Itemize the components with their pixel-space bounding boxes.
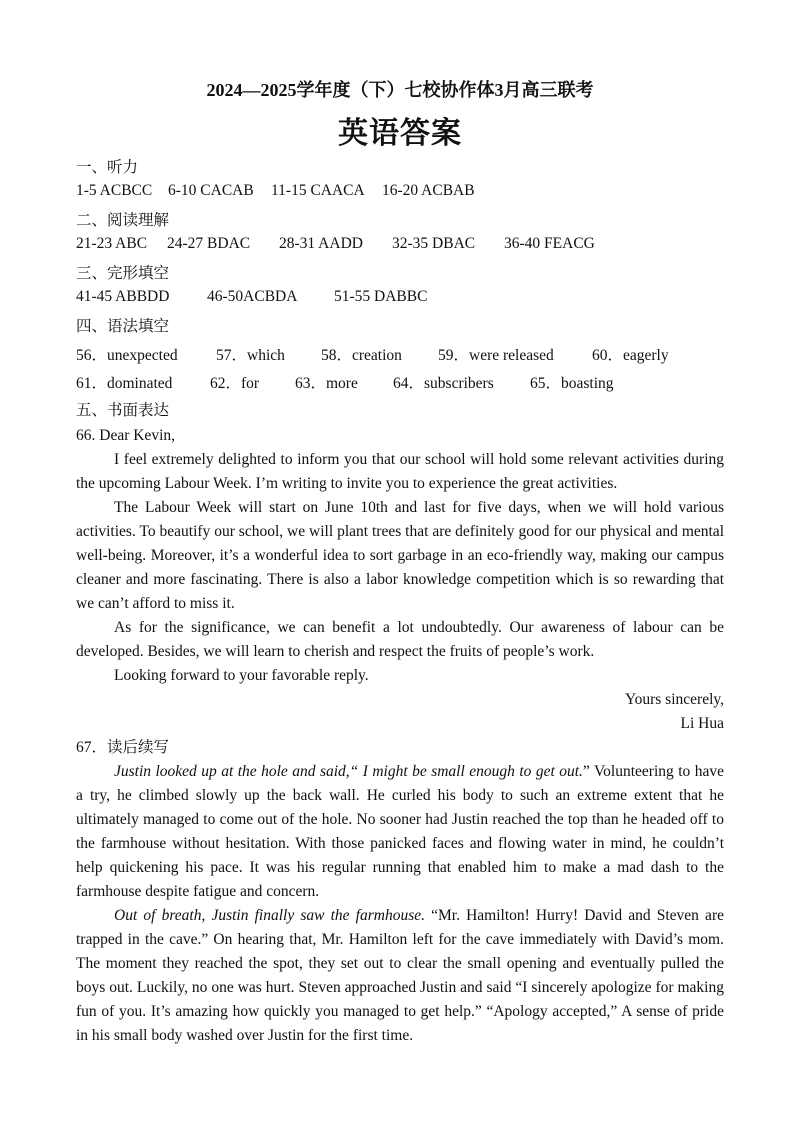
grammar-answer: 61．dominated	[76, 375, 173, 392]
answer-group: 28-31 AADD	[279, 235, 363, 252]
section-cloze-heading: 三、完形填空	[76, 265, 170, 282]
answer-group: 36-40 FEACG	[504, 235, 595, 252]
letter-paragraph: As for the significance, we can benefit a lot undoubtedly. Our awareness of labour can be developed. Besides, we will learn to cherish and respect the fruits of people’s work.	[76, 619, 724, 660]
answer-group: 1-5 ACBCC	[76, 182, 153, 199]
continuation-paragraph	[76, 904, 724, 1048]
letter-paragraph: Looking forward to your favorable reply.	[114, 667, 369, 684]
quote: “ I might be small enough to get out.	[349, 763, 583, 780]
section-writing-heading: 五、书面表达	[76, 402, 170, 419]
letter-signature: Li Hua	[680, 715, 724, 732]
answer-group: 21-23 ABC	[76, 235, 148, 252]
section-listening-heading: 一、听力	[76, 159, 139, 176]
answer-group: 24-27 BDAC	[167, 235, 251, 252]
continuation-paragraph	[76, 760, 724, 904]
grammar-answer: 58．creation	[321, 347, 402, 364]
answer-group: 51-55 DABBC	[334, 288, 428, 305]
given-opening-sentence: Justin looked up at the hole and said,	[114, 763, 350, 780]
answer-group: 6-10 CACAB	[168, 182, 254, 199]
continuation-heading: 67．读后续写	[76, 739, 170, 756]
answer-group: 46-50ACBDA	[207, 288, 298, 305]
paragraph-text: “Mr. Hamilton! Hurry! David and Steven are trapped in the cave.” On hearing that, Mr. Hamilton left for the cave immediately with David’s mom. The moment they reached the spot, they set out to clear the small opening and eventually pulled the boys out. Luckily, no one was hurt. Steven approached Justin and said “I sincerely apologize for making fun of you. It’s amazing how quickly you managed to get help.” “Apology accepted,” A sense of pride in his small body washed over Justin for the first time.	[76, 907, 724, 1044]
essay-body	[76, 424, 724, 1048]
letter-paragraph: I feel extremely delighted to inform you that our school will hold some relevant activities during the upcoming Labour Week. I’m writing to invite you to experience the great activities.	[76, 451, 724, 492]
grammar-answer: 59．were released	[438, 347, 554, 364]
section-reading-heading: 二、阅读理解	[76, 212, 170, 229]
paragraph-text: ” Volunteering to have a try, he climbed slowly up the back wall. He curled his body to such an extreme extent that he ultimately managed to come out of the hole. No sooner had Justin reached the top than he headed off to the farmhouse without hesitation. With those panicked faces and flowing water in mind, he couldn’t help quickening his pace. It was his regular running that enabled him to make a mad dash to the farmhouse despite fatigue and concern.	[76, 763, 724, 900]
grammar-answer: 57．which	[216, 347, 285, 364]
grammar-answer: 65．boasting	[530, 375, 614, 392]
letter-paragraph: The Labour Week will start on June 10th and last for five days, when we will hold various activities. To beautify our school, we will plant trees that are definitely good for our physical and mental well-being. Moreover, it’s a wonderful idea to sort garbage in an eco-friendly way, making our campus cleaner and more fascinating. There is also a labor knowledge competition which is so rewarding that we can’t afford to miss it.	[76, 499, 724, 612]
document-subtitle: 英语答案	[338, 117, 462, 150]
grammar-answer: 56．unexpected	[76, 347, 178, 364]
answer-group: 32-35 DBAC	[392, 235, 476, 252]
grammar-answer: 63．more	[295, 375, 358, 392]
answer-group: 11-15 CAACA	[271, 182, 365, 199]
document-title: 2024—2025学年度（下）七校协作体3月高三联考	[206, 80, 594, 100]
grammar-answer: 64．subscribers	[393, 375, 494, 392]
answer-group: 16-20 ACBAB	[382, 182, 475, 199]
answer-group: 41-45 ABBDD	[76, 288, 170, 305]
given-opening-sentence: Out of breath, Justin finally saw the farmhouse.	[114, 907, 425, 924]
letter-closing: Yours sincerely,	[624, 691, 724, 708]
section-grammar-heading: 四、语法填空	[76, 318, 170, 335]
grammar-answer: 62．for	[210, 375, 260, 392]
letter-greeting: 66. Dear Kevin,	[76, 427, 175, 444]
grammar-answer: 60．eagerly	[592, 347, 669, 364]
